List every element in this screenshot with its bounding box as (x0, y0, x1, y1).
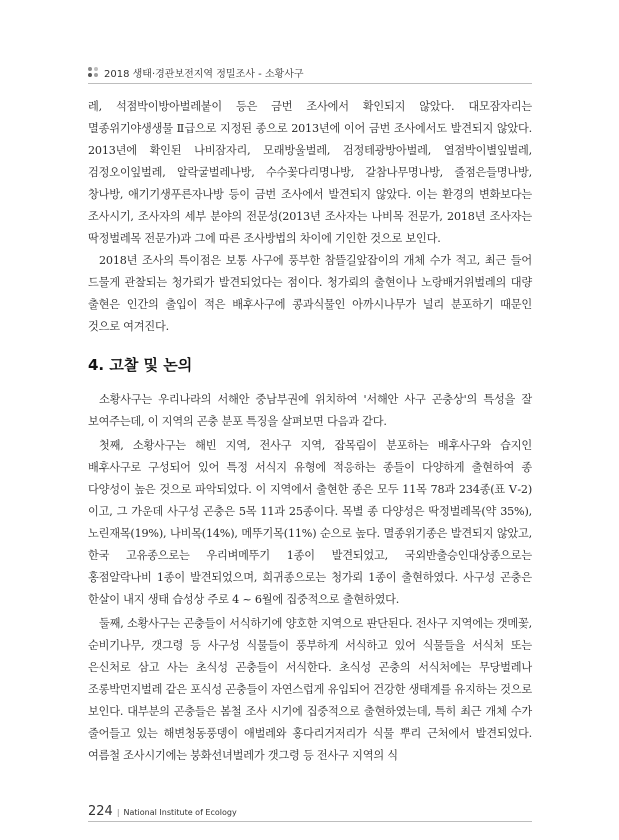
dot-icon (94, 67, 98, 71)
page-footer (88, 804, 237, 819)
header-divider (88, 83, 532, 84)
footer-divider (88, 821, 532, 822)
body-paragraph: 레, 석점박이방아벌레붙이 등은 금번 조사에서 확인되지 않았다. 대모잠자리는 멸종위기야생생물 Ⅱ급으로 지정된 종으로 2013년에 이어 금번 조사에서도 발견되지 않았다. 2013년에 확인된 나비잠자리, 모래방울벌레, 검정테광방아벌레, 열점박이별잎벌레, 검정오이잎벌레, 알락굴벌레나방, 수수꽃다리명나방, 갈참나무명나방, 줄점은들명나방, 창나방, 애기기생푸른자나방 등이 금번 조사에서 발견되지 않았다. 이는 환경의 변화보다는 조사시기, 조사자의 세부 분야의 전문성(2013년 조사자는 나비목 전문가, 2018년 조사자는 딱정벌레목 전문가)과 그에 따른 조사방법의 차이에 기인한 것으로 보인다. (88, 100, 532, 245)
body-paragraph: 둘째, 소황사구는 곤충들이 서식하기에 양호한 지역으로 판단된다. 전사구 지역에는 갯메꽃, 순비기나무, 갯그령 등 사구성 식물들이 풍부하게 서식하고 있어 식물들을 서식처 또는 은신처로 삼고 사는 초식성 곤충들이 서식한다. 초식성 곤충의 서식처에는 무당벌레나 조롱박먼지벌레 같은 포식성 곤충들이 자연스럽게 유입되어 건강한 생태계를 유지하는 것으로 보인다. 대부분의 곤충들은 봄철 조사 시기에 집중적으로 출현하였는데, 특히 최근 개체 수가 줄어들고 있는 해변청동풍뎅이 애벌레와 홍다리거저리가 식물 뿌리 근처에서 발견되었다. 여름철 조사시기에는 붕화선녀벌레가 갯그령 등 전사구 지역의 식 (88, 617, 532, 762)
dot-icon (94, 73, 98, 77)
running-header (88, 62, 532, 82)
body-paragraph: 2018년 조사의 특이점은 보통 사구에 풍부한 참뜰길앞잡이의 개체 수가 적고, 최근 들어 드물게 관찰되는 청가뢰가 발견되었다는 점이다. 청가뢰의 출현이나 노랑배거위벌레의 대량 출현은 인간의 출입이 적은 배후사구에 콩과식물인 아까시나무가 널리 분포하기 때문인 것으로 여겨진다. (88, 254, 532, 333)
institution-name: National Institute of Ecology (123, 808, 237, 817)
header-title: 2018 생태·경관보전지역 정밀조사 - 소황사구 (104, 68, 304, 80)
body-paragraph: 소황사구는 우리나라의 서해안 중남부권에 위치하여 '서해안 사구 곤충상'의 특성을 잘 보여주는데, 이 지역의 곤충 분포 특징을 살펴보면 다음과 같다. (88, 393, 532, 428)
dots-logo-icon (88, 67, 99, 78)
section-heading: 4. 고찰 및 논의 (88, 356, 193, 374)
dot-icon (88, 73, 92, 77)
dot-icon (88, 67, 92, 71)
page-number: 224 (88, 804, 113, 819)
footer-separator: | (116, 808, 120, 817)
page-body (88, 96, 532, 767)
body-paragraph: 첫째, 소황사구는 해빈 지역, 전사구 지역, 잡목림이 분포하는 배후사구와 습지인 배후사구로 구성되어 있어 특정 서식지 유형에 적응하는 종들이 다양하게 출현하여 종 다양성이 높은 것으로 파악되었다. 이 지역에서 출현한 종은 모두 11목 78과 234종(표 Ⅴ-2)이고, 그 가운데 사구성 곤충은 5목 11과 25종이다. 목별 종 다양성은 딱정벌레목(약 35%), 노린재목(19%), 나비목(14%), 메뚜기목(11%) 순으로 높다. 멸종위기종은 발견되지 않았고, 한국 고유종으로는 우리벼메뚜기 1종이 발견되었고, 국외반출승인대상종으로는 홍점알락나비 1종이 발견되었으며, 희귀종으로는 청가뢰 1종이 출현하였다. 사구성 곤충은 한살이 내지 생태 습성상 주로 4 ~ 6월에 집중적으로 출현하였다. (88, 439, 532, 606)
